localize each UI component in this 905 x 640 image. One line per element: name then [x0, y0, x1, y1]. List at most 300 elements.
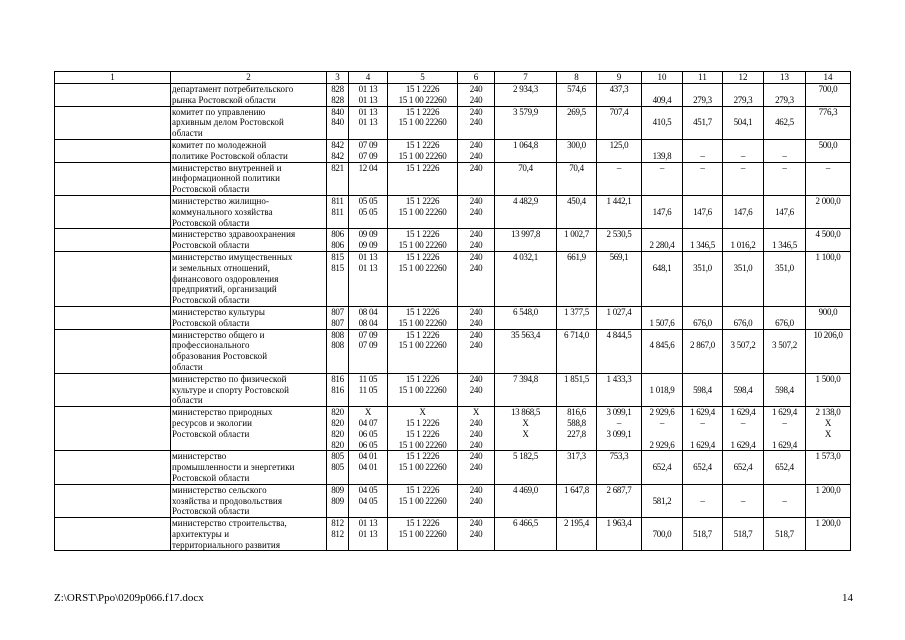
cell-value: 125,0	[609, 139, 629, 150]
cell-value: 1 018,9	[649, 384, 675, 395]
cell-value: 809	[331, 495, 344, 506]
value-cell	[683, 139, 723, 162]
cell-value: –	[782, 417, 787, 428]
cell-value: 15 1 00 22260	[398, 340, 447, 351]
value-cell	[458, 251, 495, 306]
column-header: 14	[806, 72, 851, 84]
table-row	[55, 484, 851, 517]
cell-value: 15 1 2226	[405, 451, 440, 462]
table-row	[55, 162, 851, 195]
value-cell	[388, 518, 458, 551]
cell-value: Х	[824, 428, 832, 439]
value-cell	[723, 195, 764, 228]
value-cell	[806, 407, 851, 451]
value-cell	[327, 306, 349, 329]
cell-value: 1 442,1	[606, 195, 632, 206]
value-cell	[597, 251, 642, 306]
cell-value: 900,0	[818, 306, 838, 317]
cell-value: 2 929,6	[649, 407, 675, 418]
cell-value: 01 13	[358, 528, 378, 539]
cell-value: 04 05	[358, 495, 378, 506]
value-cell	[597, 407, 642, 451]
cell-value: 815	[331, 251, 344, 262]
value-cell	[495, 84, 557, 107]
empty-cell	[55, 162, 171, 195]
empty-cell	[55, 229, 171, 252]
empty-cell	[55, 329, 171, 373]
name-line: министерство жилищно-	[172, 195, 270, 206]
cell-value: 1 100,0	[815, 251, 841, 262]
value-cell	[557, 251, 597, 306]
cell-value: 240	[469, 373, 483, 384]
organization-name-cell	[171, 139, 327, 162]
organization-name-cell	[171, 84, 327, 107]
cell-value: 70,4	[569, 162, 584, 173]
value-cell	[557, 162, 597, 195]
cell-value: 805	[331, 462, 344, 473]
table-row	[55, 195, 851, 228]
cell-value: 518,7	[733, 528, 753, 539]
name-line: Ростовской области	[172, 428, 250, 439]
value-cell	[327, 251, 349, 306]
cell-value: 15 1 00 22260	[398, 117, 447, 128]
cell-value: 820	[331, 417, 344, 428]
value-cell	[683, 518, 723, 551]
cell-value: 518,7	[775, 528, 794, 539]
cell-value	[684, 307, 721, 318]
cell-value: 808	[331, 340, 344, 351]
cell-value	[684, 252, 721, 263]
value-cell	[806, 518, 851, 551]
cell-value: Х	[522, 417, 529, 428]
name-line: Ростовской области	[172, 295, 250, 306]
value-cell	[349, 329, 388, 373]
value-cell	[388, 139, 458, 162]
name-line: и земельных отношений,	[172, 262, 270, 273]
column-header: 11	[683, 72, 723, 84]
table-row	[55, 229, 851, 252]
name-line: хозяйства и продовольствия	[172, 495, 283, 506]
cell-value: 15 1 2226	[405, 306, 440, 317]
value-cell	[723, 251, 764, 306]
cell-value: –	[616, 417, 622, 428]
value-cell	[806, 251, 851, 306]
cell-value: 240	[469, 439, 483, 450]
cell-value: 812	[331, 518, 344, 529]
name-line: комитет по управлению	[172, 106, 266, 117]
cell-value: 1 002,7	[564, 229, 589, 240]
value-cell	[597, 162, 642, 195]
cell-value: 1 629,4	[730, 439, 756, 450]
value-cell	[806, 373, 851, 406]
cell-value: –	[782, 495, 787, 506]
value-cell	[327, 407, 349, 451]
value-cell	[458, 484, 495, 517]
cell-value: 240	[469, 462, 483, 473]
value-cell	[495, 195, 557, 228]
name-line: коммунального хозяйства	[172, 206, 273, 217]
name-line: области	[172, 361, 203, 372]
value-cell	[764, 162, 806, 195]
cell-value: 815	[331, 262, 344, 273]
cell-value	[724, 229, 762, 240]
value-cell	[683, 451, 723, 484]
value-cell	[806, 195, 851, 228]
cell-value	[643, 107, 681, 118]
organization-name-cell	[171, 162, 327, 195]
cell-value: 240	[469, 518, 483, 529]
cell-value: 652,4	[775, 462, 794, 473]
cell-value: 279,3	[693, 94, 712, 105]
value-cell	[458, 451, 495, 484]
cell-value: 240	[469, 317, 483, 328]
cell-value: 1 500,0	[815, 373, 841, 384]
value-cell	[683, 373, 723, 406]
cell-value	[765, 196, 804, 207]
cell-value: –	[740, 150, 746, 161]
cell-value: 1 573,0	[815, 451, 841, 462]
cell-value: 1 200,0	[815, 484, 841, 495]
cell-value: 15 1 2226	[405, 428, 440, 439]
cell-value: 1 629,4	[772, 407, 797, 418]
cell-value: 351,0	[693, 262, 712, 273]
cell-value: 676,0	[733, 317, 753, 328]
cell-value	[765, 107, 804, 118]
cell-value: 147,6	[693, 206, 712, 217]
cell-value: 807	[331, 306, 344, 317]
cell-value	[643, 518, 681, 529]
value-cell	[723, 407, 764, 451]
cell-value: 574,6	[567, 84, 586, 94]
cell-value: –	[700, 150, 705, 161]
cell-value: 816,6	[567, 407, 586, 418]
cell-value: 7 394,8	[513, 373, 538, 384]
cell-value: 01 13	[358, 262, 378, 273]
cell-value: 01 13	[358, 251, 378, 262]
empty-cell	[55, 139, 171, 162]
empty-cell	[55, 84, 171, 107]
cell-value	[643, 252, 681, 263]
name-line: предприятий, организаций	[172, 284, 277, 295]
value-cell	[723, 162, 764, 195]
value-cell	[458, 229, 495, 252]
value-cell	[642, 518, 683, 551]
organization-name-cell	[171, 518, 327, 551]
cell-value: 811	[331, 195, 344, 206]
column-header: 3	[327, 72, 349, 84]
cell-value	[724, 451, 762, 462]
cell-value: 227,8	[567, 428, 586, 439]
cell-value: 4 500,0	[815, 229, 841, 240]
cell-value	[558, 440, 595, 451]
value-cell	[557, 84, 597, 107]
cell-value: Х	[419, 407, 426, 418]
cell-value: –	[740, 495, 746, 506]
cell-value: –	[740, 417, 746, 428]
cell-value: 816	[331, 384, 344, 395]
cell-value: 15 1 00 22260	[398, 240, 447, 251]
value-cell	[642, 195, 683, 228]
budget-table	[54, 71, 851, 551]
cell-value	[684, 330, 721, 341]
cell-value: 2 530,5	[606, 229, 632, 240]
cell-value: –	[659, 417, 665, 428]
cell-value: 1 064,8	[513, 139, 538, 150]
name-line: министерство имущественных	[172, 251, 293, 262]
value-cell	[764, 306, 806, 329]
value-cell	[388, 373, 458, 406]
value-cell	[327, 373, 349, 406]
name-line: рынка Ростовской области	[172, 94, 276, 105]
value-cell	[764, 106, 806, 139]
cell-value: 1 629,4	[730, 407, 756, 418]
cell-value: 351,0	[733, 262, 753, 273]
cell-value	[643, 140, 681, 151]
name-line: архитектуры и	[172, 528, 230, 539]
organization-name-cell	[171, 195, 327, 228]
value-cell	[597, 139, 642, 162]
value-cell	[557, 329, 597, 373]
cell-value: 10 206,0	[813, 329, 843, 340]
value-cell	[683, 306, 723, 329]
cell-value: 240	[469, 451, 483, 462]
cell-value: 15 1 2226	[405, 195, 440, 206]
name-line: ресурсов и экологии	[172, 417, 253, 428]
value-cell	[723, 484, 764, 517]
value-cell	[806, 84, 851, 107]
table-row	[55, 306, 851, 329]
cell-value: 707,4	[609, 106, 629, 117]
organization-name-cell	[171, 451, 327, 484]
cell-value: 147,6	[775, 206, 794, 217]
cell-value: 581,2	[652, 495, 672, 506]
value-cell	[327, 106, 349, 139]
value-cell	[458, 139, 495, 162]
value-cell	[642, 373, 683, 406]
cell-value: 1 647,8	[564, 484, 589, 495]
value-cell	[597, 484, 642, 517]
value-cell	[458, 84, 495, 107]
name-line: Ростовской области	[172, 317, 250, 328]
name-line: министерство по физической	[172, 373, 287, 384]
cell-value: 776,3	[818, 106, 838, 117]
value-cell	[557, 373, 597, 406]
name-line: финансового оздоровления	[172, 273, 279, 284]
cell-value	[765, 518, 804, 529]
cell-value: 2 280,4	[649, 240, 675, 251]
name-line: Ростовской области	[172, 472, 250, 483]
value-cell	[388, 451, 458, 484]
value-cell	[557, 484, 597, 517]
table-row	[55, 451, 851, 484]
cell-value: 15 1 2226	[405, 417, 440, 428]
value-cell	[349, 451, 388, 484]
table-row	[55, 329, 851, 373]
name-line: министерство здравоохранения	[172, 229, 296, 240]
cell-value: 240	[469, 150, 483, 161]
cell-value: 317,3	[567, 451, 586, 462]
cell-value	[598, 440, 640, 451]
name-line: информационной политики	[172, 173, 281, 184]
value-cell	[495, 162, 557, 195]
cell-value	[724, 429, 762, 440]
cell-value	[765, 429, 804, 440]
table-row	[55, 407, 851, 451]
value-cell	[806, 106, 851, 139]
cell-value: 504,1	[733, 117, 753, 128]
cell-value: 1 346,5	[690, 240, 715, 251]
cell-value: 05 05	[358, 195, 378, 206]
value-cell	[349, 484, 388, 517]
cell-value: Х	[364, 407, 372, 418]
value-cell	[458, 373, 495, 406]
cell-value: 1 963,4	[606, 518, 632, 529]
name-line: области	[172, 395, 203, 406]
value-cell	[597, 518, 642, 551]
cell-value: 661,9	[567, 251, 586, 262]
value-cell	[597, 229, 642, 252]
cell-value: 6 466,5	[513, 518, 538, 529]
name-line: министерство строительства,	[172, 518, 287, 529]
organization-name-cell	[171, 306, 327, 329]
column-header: 12	[723, 72, 764, 84]
cell-value	[684, 229, 721, 240]
cell-value: 3 507,2	[730, 340, 756, 351]
cell-value: 15 1 2226	[405, 162, 440, 173]
cell-value: 3 099,1	[606, 407, 632, 418]
value-cell	[723, 229, 764, 252]
cell-value: –	[825, 162, 831, 173]
cell-value: 451,7	[693, 117, 712, 128]
cell-value	[724, 307, 762, 318]
value-cell	[327, 195, 349, 228]
cell-value: 700,0	[652, 528, 672, 539]
cell-value: 4 032,1	[513, 251, 538, 262]
value-cell	[723, 329, 764, 373]
column-header: 1	[55, 72, 171, 84]
value-cell	[327, 518, 349, 551]
cell-value: 269,5	[567, 106, 586, 117]
file-path: Z:\ORST\Ppo\0209p066.f17.docx	[54, 592, 204, 604]
value-cell	[495, 229, 557, 252]
cell-value: 06 05	[358, 428, 378, 439]
value-cell	[642, 451, 683, 484]
cell-value: 598,4	[775, 384, 794, 395]
empty-cell	[55, 518, 171, 551]
cell-value: 300,0	[567, 139, 586, 150]
cell-value: 240	[469, 495, 483, 506]
cell-value: 351,0	[775, 262, 794, 273]
value-cell	[683, 162, 723, 195]
value-cell	[642, 484, 683, 517]
cell-value: 279,3	[775, 94, 794, 105]
cell-value: 753,3	[609, 451, 629, 462]
value-cell	[806, 162, 851, 195]
cell-value: 147,6	[652, 206, 672, 217]
value-cell	[388, 229, 458, 252]
value-cell	[642, 329, 683, 373]
value-cell	[764, 518, 806, 551]
value-cell	[597, 195, 642, 228]
cell-value: 07 09	[358, 340, 378, 351]
organization-name-cell	[171, 484, 327, 517]
cell-value: 842	[331, 150, 344, 161]
cell-value: 4 845,6	[649, 340, 675, 351]
cell-value: 676,0	[775, 317, 794, 328]
cell-value: 812	[331, 528, 344, 539]
column-header: 6	[458, 72, 495, 84]
cell-value: 15 1 00 22260	[398, 384, 447, 395]
cell-value	[684, 451, 721, 462]
cell-value: 648,1	[652, 262, 672, 273]
name-line: образования Ростовской	[172, 351, 268, 362]
value-cell	[764, 373, 806, 406]
cell-value	[724, 330, 762, 341]
cell-value: 240	[469, 340, 483, 351]
value-cell	[349, 195, 388, 228]
cell-value	[684, 429, 721, 440]
cell-value: 840	[331, 117, 344, 128]
organization-name-cell	[171, 229, 327, 252]
cell-value: 15 1 2226	[405, 139, 440, 150]
value-cell	[806, 484, 851, 517]
cell-value: 07 09	[358, 329, 378, 340]
column-number-row	[55, 72, 851, 84]
value-cell	[388, 306, 458, 329]
cell-value: 1 016,2	[730, 240, 756, 251]
cell-value: –	[700, 417, 705, 428]
cell-value: 70,4	[518, 162, 533, 173]
value-cell	[557, 451, 597, 484]
value-cell	[597, 329, 642, 373]
cell-value: 15 1 2226	[405, 373, 440, 384]
value-cell	[597, 106, 642, 139]
name-line: Ростовской области	[172, 506, 250, 517]
value-cell	[806, 306, 851, 329]
cell-value: Х	[824, 417, 832, 428]
value-cell	[642, 229, 683, 252]
cell-value: –	[616, 162, 622, 173]
cell-value: 240	[469, 384, 483, 395]
column-header: 9	[597, 72, 642, 84]
value-cell	[349, 251, 388, 306]
cell-value: 15 1 2226	[405, 329, 440, 340]
value-cell	[349, 162, 388, 195]
cell-value	[724, 84, 762, 95]
cell-value: 15 1 00 22260	[398, 439, 447, 450]
name-line: территориального развития	[172, 539, 281, 550]
cell-value: 15 1 00 22260	[398, 462, 447, 473]
value-cell	[349, 139, 388, 162]
cell-value: 410,5	[652, 117, 672, 128]
cell-value: 652,4	[733, 462, 753, 473]
value-cell	[723, 373, 764, 406]
value-cell	[388, 84, 458, 107]
cell-value: 811	[331, 206, 344, 217]
value-cell	[349, 229, 388, 252]
cell-value: 12 04	[358, 162, 378, 173]
cell-value: 808	[331, 329, 344, 340]
cell-value: 828	[331, 94, 344, 105]
table-row	[55, 84, 851, 107]
cell-value: 15 1 2226	[405, 251, 440, 262]
value-cell	[597, 373, 642, 406]
cell-value: 2 929,6	[649, 439, 675, 450]
cell-value	[765, 229, 804, 240]
cell-value: 15 1 00 22260	[398, 262, 447, 273]
name-line: культуре и спорту Ростовской	[172, 384, 290, 395]
cell-value: 08 04	[358, 306, 378, 317]
